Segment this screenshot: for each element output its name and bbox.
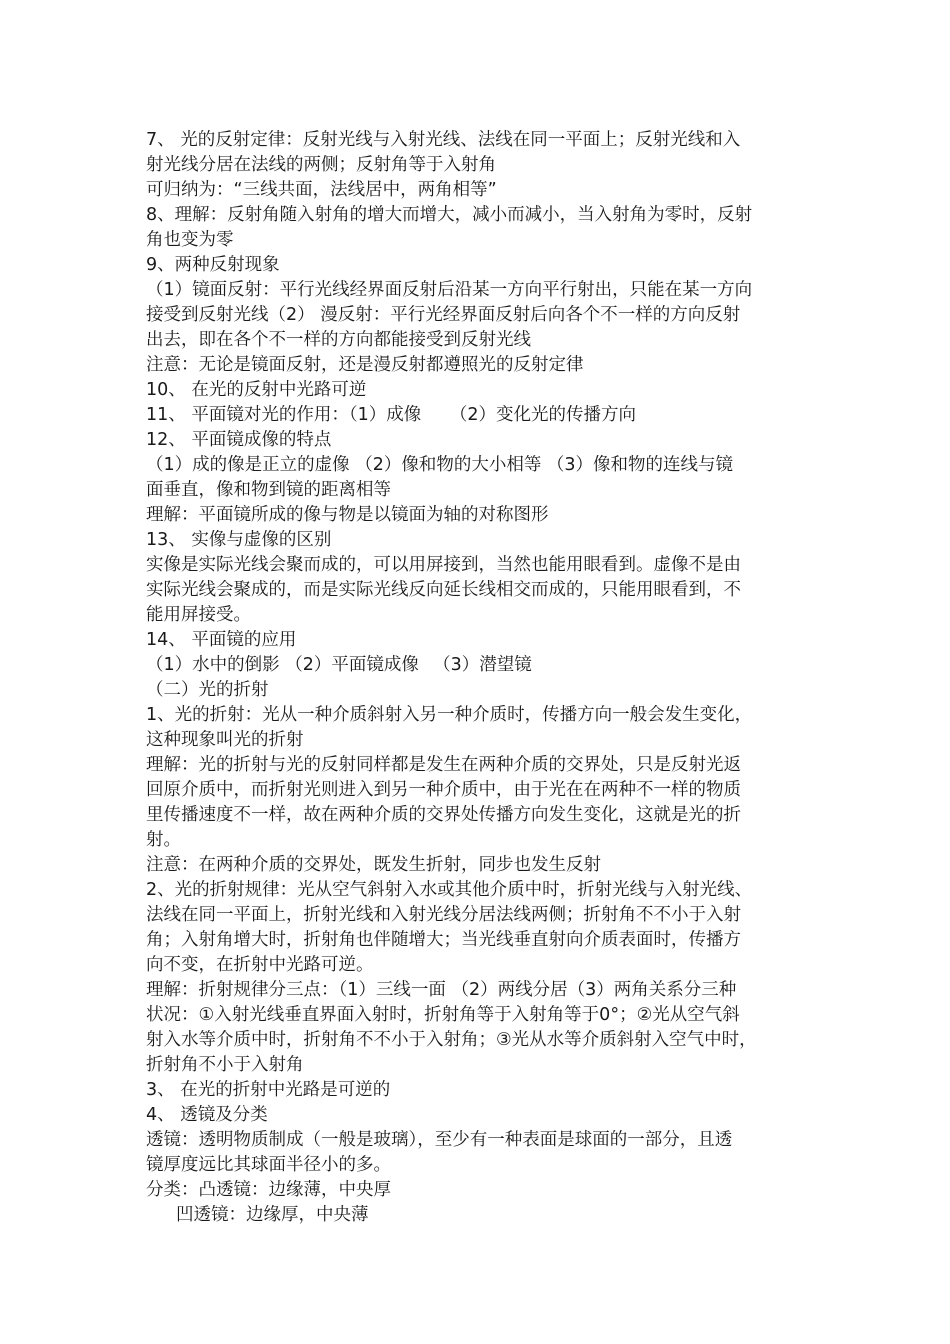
text-line: 理解：平面镜所成的像与物是以镜面为轴的对称图形 [146,505,549,525]
text-line: 12、 平面镜成像的特点 [146,430,332,450]
text-line: 里传播速度不一样，故在两种介质的交界处传播方向发生变化，这就是光的折 [146,805,741,825]
text-line: 状况：①入射光线垂直界面入射时，折射角等于入射角等于0°；②光从空气斜 [146,1005,740,1025]
text-line: （二）光的折射 [146,680,269,700]
text-line: 13、 实像与虚像的区别 [146,530,332,550]
text-line: 3、 在光的折射中光路是可逆的 [146,1080,391,1100]
text-line: 1、光的折射：光从一种介质斜射入另一种介质时，传播方向一般会发生变化， [146,705,753,725]
text-line: 角；入射角增大时，折射角也伴随增大；当光线垂直射向介质表面时，传播方 [146,930,741,950]
text-line: （1）镜面反射：平行光线经界面反射后沿某一方向平行射出，只能在某一方向 [146,280,753,300]
document-body [146,128,816,1228]
text-line: 射。 [146,830,181,850]
text-line: 法线在同一平面上，折射光线和入射光线分居法线两侧；折射角不不小于入射 [146,905,741,925]
text-line: 7、 光的反射定律：反射光线与入射光线、法线在同一平面上；反射光线和入 [146,130,741,150]
text-line: 8、理解：反射角随入射角的增大而增大，减小而减小，当入射角为零时，反射 [146,205,753,225]
text-line: 折射角不小于入射角 [146,1055,304,1075]
text-line: 4、 透镜及分类 [146,1105,268,1125]
text-line: （1）水中的倒影 （2）平面镜成像 （3）潜望镜 [146,655,532,675]
text-line: 镜厚度远比其球面半径小的多。 [146,1155,391,1175]
text-line: 14、 平面镜的应用 [146,630,297,650]
text-line: 回原介质中，而折射光则进入到另一种介质中，由于光在在两种不一样的物质 [146,780,741,800]
text-line: 理解：折射规律分三点：（1）三线一面 （2）两线分居（3）两角关系分三种 [146,980,737,1000]
text-line: 理解：光的折射与光的反射同样都是发生在两种介质的交界处，只是反射光返 [146,755,741,775]
text-line: 接受到反射光线（2） 漫反射：平行光经界面反射后向各个不一样的方向反射 [146,305,741,325]
text-line: 实像是实际光线会聚而成的，可以用屏接到，当然也能用眼看到。虚像不是由 [146,555,741,575]
text-line: 这种现象叫光的折射 [146,730,304,750]
text-line: 2、光的折射规律：光从空气斜射入水或其他介质中时，折射光线与入射光线、 [146,880,753,900]
text-line: 射入水等介质中时，折射角不不小于入射角；③光从水等介质斜射入空气中时， [146,1030,757,1050]
text-line: 注意：无论是镜面反射，还是漫反射都遵照光的反射定律 [146,355,584,375]
text-line: 10、 在光的反射中光路可逆 [146,380,367,400]
text-line: 射光线分居在法线的两侧；反射角等于入射角 [146,155,496,175]
text-line: 透镜：透明物质制成（一般是玻璃），至少有一种表面是球面的一部分，且透 [146,1130,733,1150]
text-line: 凹透镜：边缘厚，中央薄 [176,1205,369,1225]
text-line: 角也变为零 [146,230,234,250]
text-line: 分类：凸透镜：边缘薄，中央厚 [146,1180,391,1200]
text-line: 9、两种反射现象 [146,255,280,275]
text-line: 能用屏接受。 [146,605,251,625]
text-line: 向不变，在折射中光路可逆。 [146,955,374,975]
text-line: （1）成的像是正立的虚像 （2）像和物的大小相等 （3）像和物的连线与镜 [146,455,734,475]
text-line: 可归纳为：“三线共面，法线居中，两角相等” [146,180,497,200]
text-line: 出去，即在各个不一样的方向都能接受到反射光线 [146,330,531,350]
text-line: 实际光线会聚成的，而是实际光线反向延长线相交而成的，只能用眼看到，不 [146,580,741,600]
text-line: 面垂直，像和物到镜的距离相等 [146,480,391,500]
text-line: 11、 平面镜对光的作用：（1）成像 （2）变化光的传播方向 [146,405,636,425]
text-line: 注意：在两种介质的交界处，既发生折射，同步也发生反射 [146,855,601,875]
